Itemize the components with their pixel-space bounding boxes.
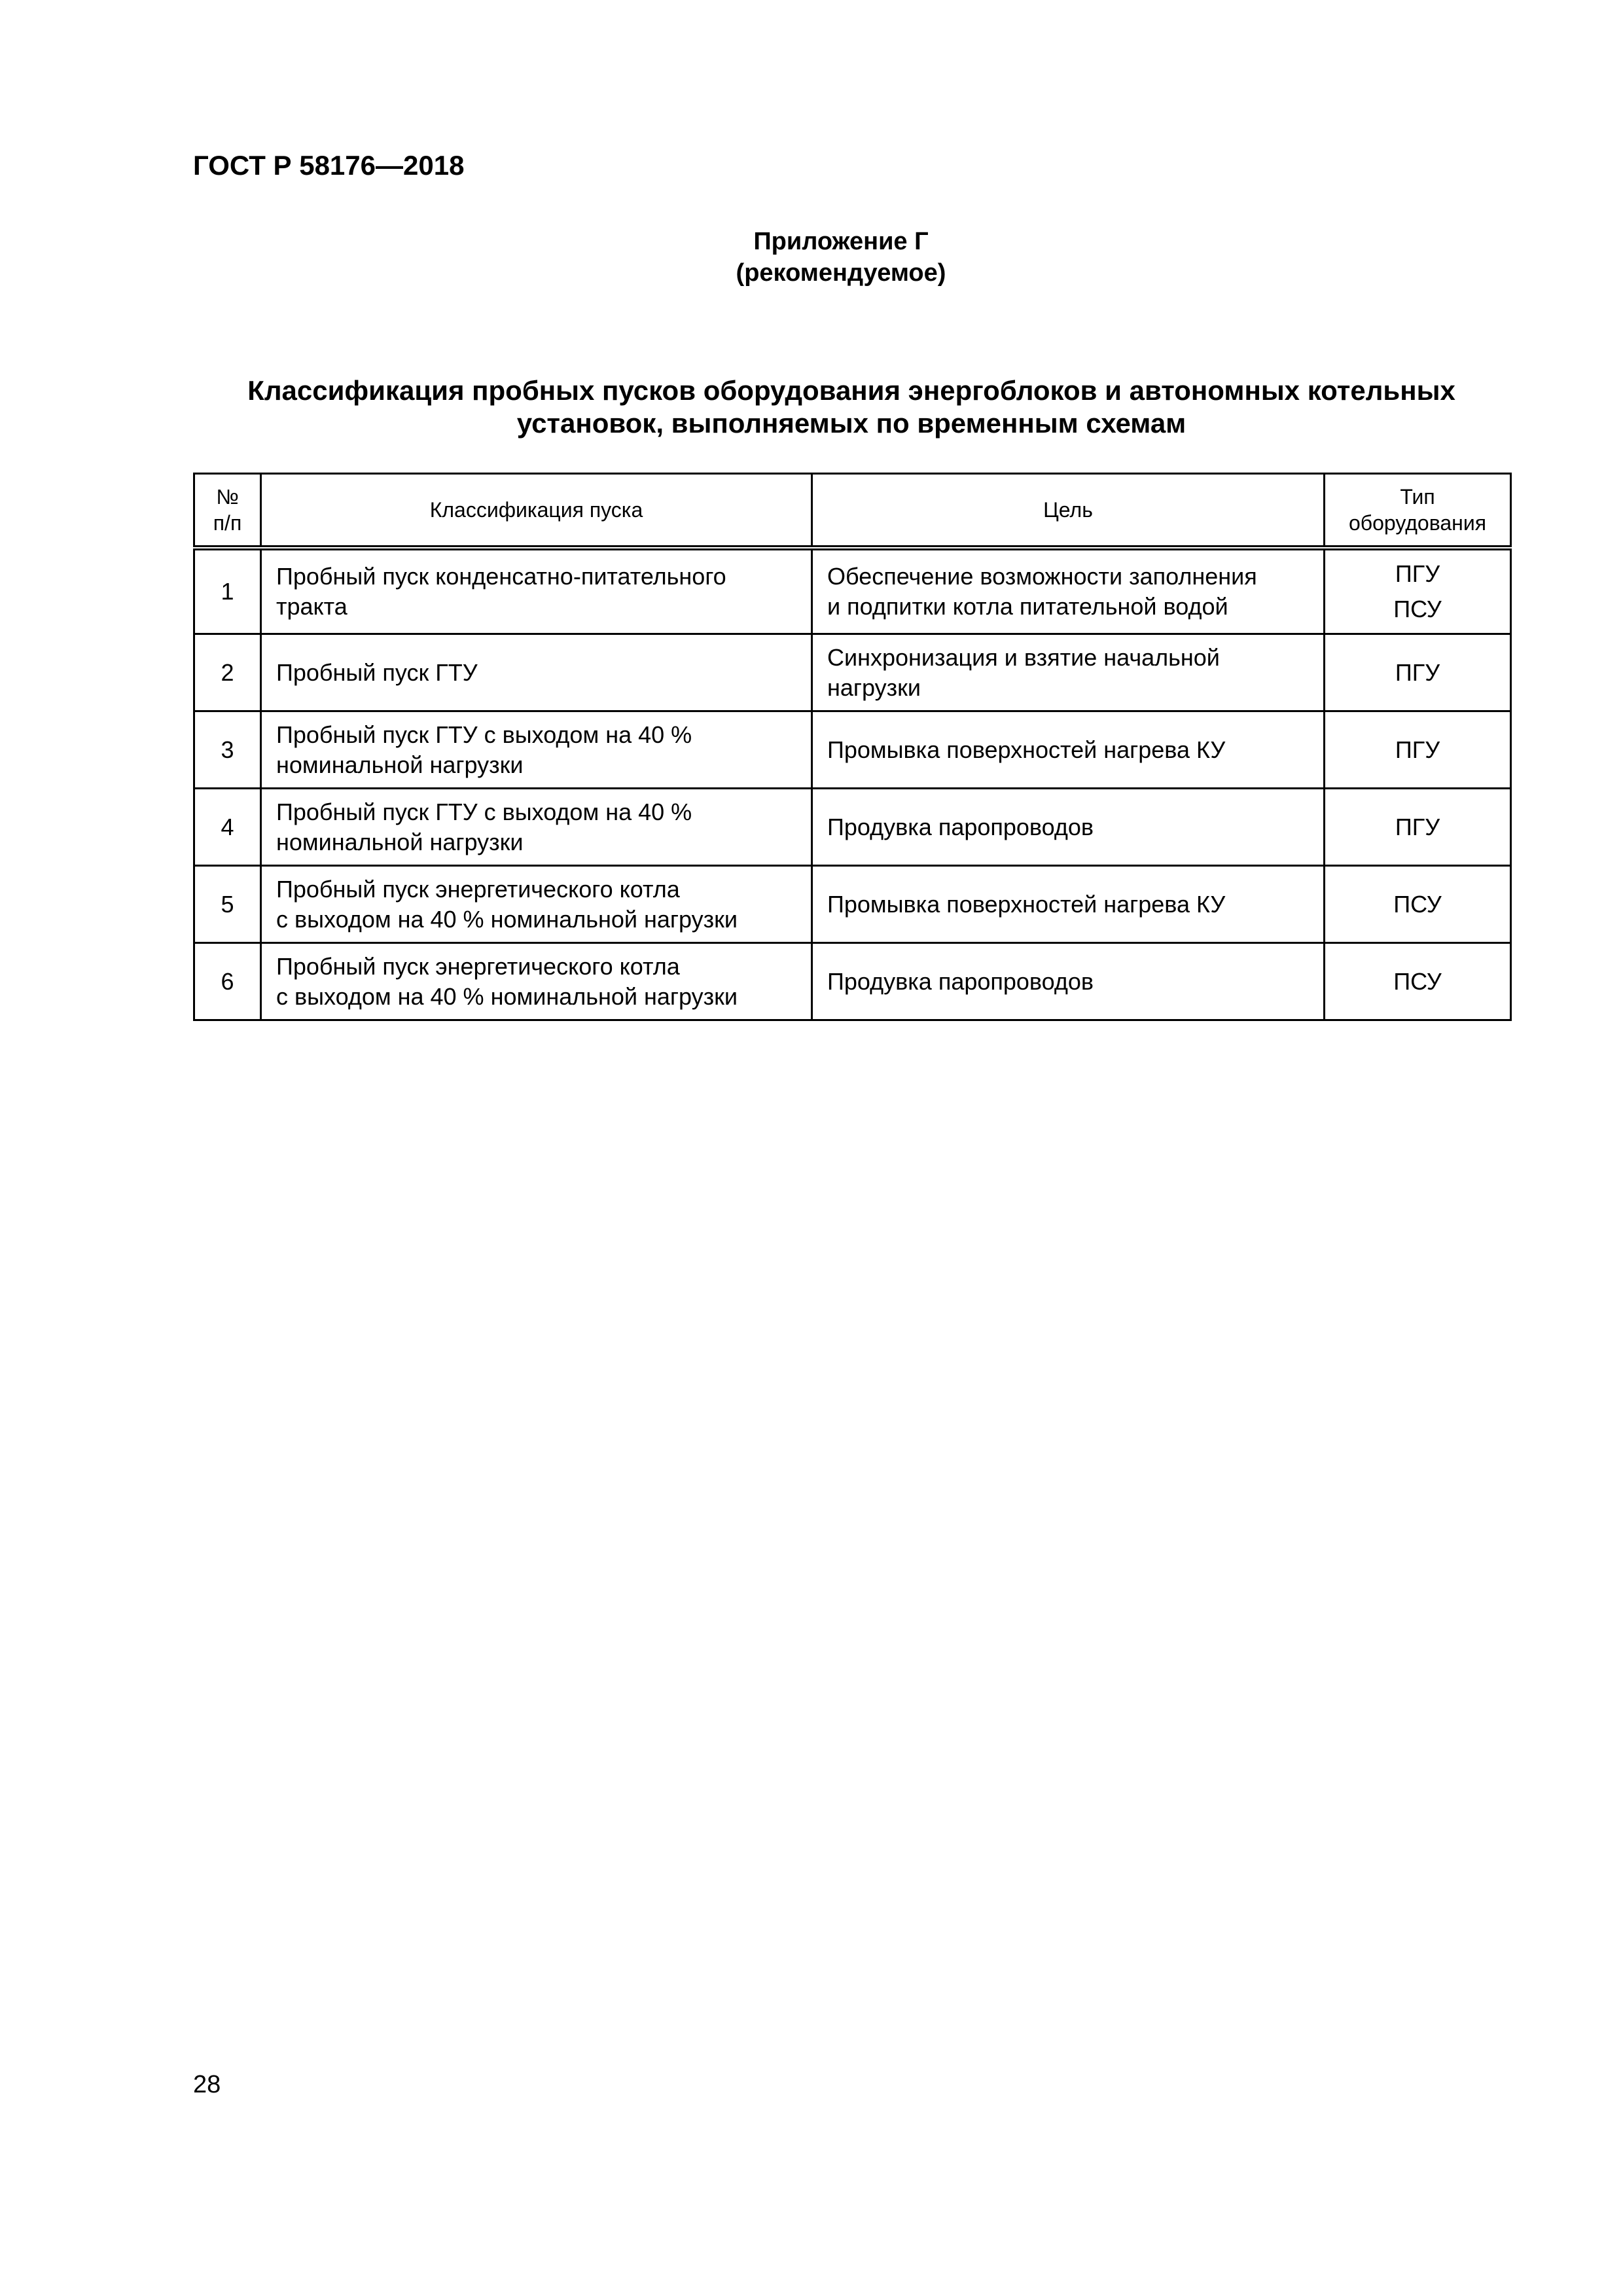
row-equipment-type: ПСУ [1325, 866, 1511, 943]
appendix-status: (рекомендуемое) [736, 259, 946, 287]
table-row [194, 634, 1511, 711]
row-classification-line-1: Пробный пуск ГТУ с выходом на 40 % [276, 721, 692, 748]
row-classification-line-1: Пробный пуск ГТУ [276, 658, 478, 686]
appendix-heading [0, 226, 1623, 289]
header-type-line-1: Тип [1400, 485, 1435, 509]
row-classification [261, 634, 812, 711]
header-type-line-2: оборудования [1348, 511, 1487, 535]
document-title [193, 374, 1510, 440]
row-number: 3 [194, 711, 261, 789]
row-goal [812, 634, 1325, 711]
document-title-line-2: установок, выполняемых по временным схемам [516, 408, 1186, 439]
row-classification [261, 943, 812, 1020]
row-number: 5 [194, 866, 261, 943]
row-classification-line-1: Пробный пуск энергетического котла [276, 952, 680, 980]
header-num [194, 474, 261, 548]
row-number: 2 [194, 634, 261, 711]
row-equipment-type-line-2: ПСУ [1393, 596, 1442, 622]
table-header-row [194, 474, 1511, 548]
row-equipment-type-line-1: ПГУ [1395, 560, 1440, 587]
row-goal-line-1: Обеспечение возможности заполнения [827, 563, 1257, 590]
startup-classification-table [193, 473, 1512, 1021]
row-classification [261, 548, 812, 634]
row-equipment-type: ПГУ [1325, 711, 1511, 789]
table-row [194, 943, 1511, 1020]
row-goal: Промывка поверхностей нагрева КУ [812, 866, 1325, 943]
row-equipment-type: ПГУ [1325, 789, 1511, 866]
row-number: 4 [194, 789, 261, 866]
appendix-label: Приложение Г [753, 228, 929, 255]
row-goal-line-2: нагрузки [827, 673, 921, 701]
header-type [1325, 474, 1511, 548]
row-equipment-type [1325, 548, 1511, 634]
row-classification-line-2: с выходом на 40 % номинальной нагрузки [276, 982, 738, 1010]
row-goal [812, 548, 1325, 634]
header-classification: Классификация пуска [261, 474, 812, 548]
row-goal-line-2: и подпитки котла питательной водой [827, 593, 1228, 620]
row-classification-line-1: Пробный пуск конденсатно-питательного [276, 563, 726, 590]
row-classification-line-2: с выходом на 40 % номинальной нагрузки [276, 905, 738, 933]
row-classification-line-1: Пробный пуск энергетического котла [276, 875, 680, 903]
table-row [194, 548, 1511, 634]
row-classification-line-2: тракта [276, 593, 348, 620]
document-title-line-1: Классификация пробных пусков оборудования энергоблоков и автономных котельных [247, 375, 1455, 406]
page-number: 28 [193, 2071, 221, 2098]
row-goal: Промывка поверхностей нагрева КУ [812, 711, 1325, 789]
table-row [194, 711, 1511, 789]
header-num-line-2: п/п [213, 511, 242, 535]
row-classification-line-2: номинальной нагрузки [276, 828, 524, 855]
row-goal: Продувка паропроводов [812, 943, 1325, 1020]
standard-code: ГОСТ Р 58176—2018 [193, 150, 465, 181]
row-equipment-type: ПГУ [1325, 634, 1511, 711]
row-classification [261, 866, 812, 943]
row-classification [261, 711, 812, 789]
row-classification [261, 789, 812, 866]
row-classification-line-2: номинальной нагрузки [276, 751, 524, 778]
header-num-line-1: № [216, 485, 239, 509]
row-number: 6 [194, 943, 261, 1020]
table-row [194, 866, 1511, 943]
row-goal: Продувка паропроводов [812, 789, 1325, 866]
row-classification-line-1: Пробный пуск ГТУ с выходом на 40 % [276, 798, 692, 825]
table-row [194, 789, 1511, 866]
row-equipment-type: ПСУ [1325, 943, 1511, 1020]
row-number: 1 [194, 548, 261, 634]
row-goal-line-1: Синхронизация и взятие начальной [827, 643, 1220, 671]
header-goal: Цель [812, 474, 1325, 548]
